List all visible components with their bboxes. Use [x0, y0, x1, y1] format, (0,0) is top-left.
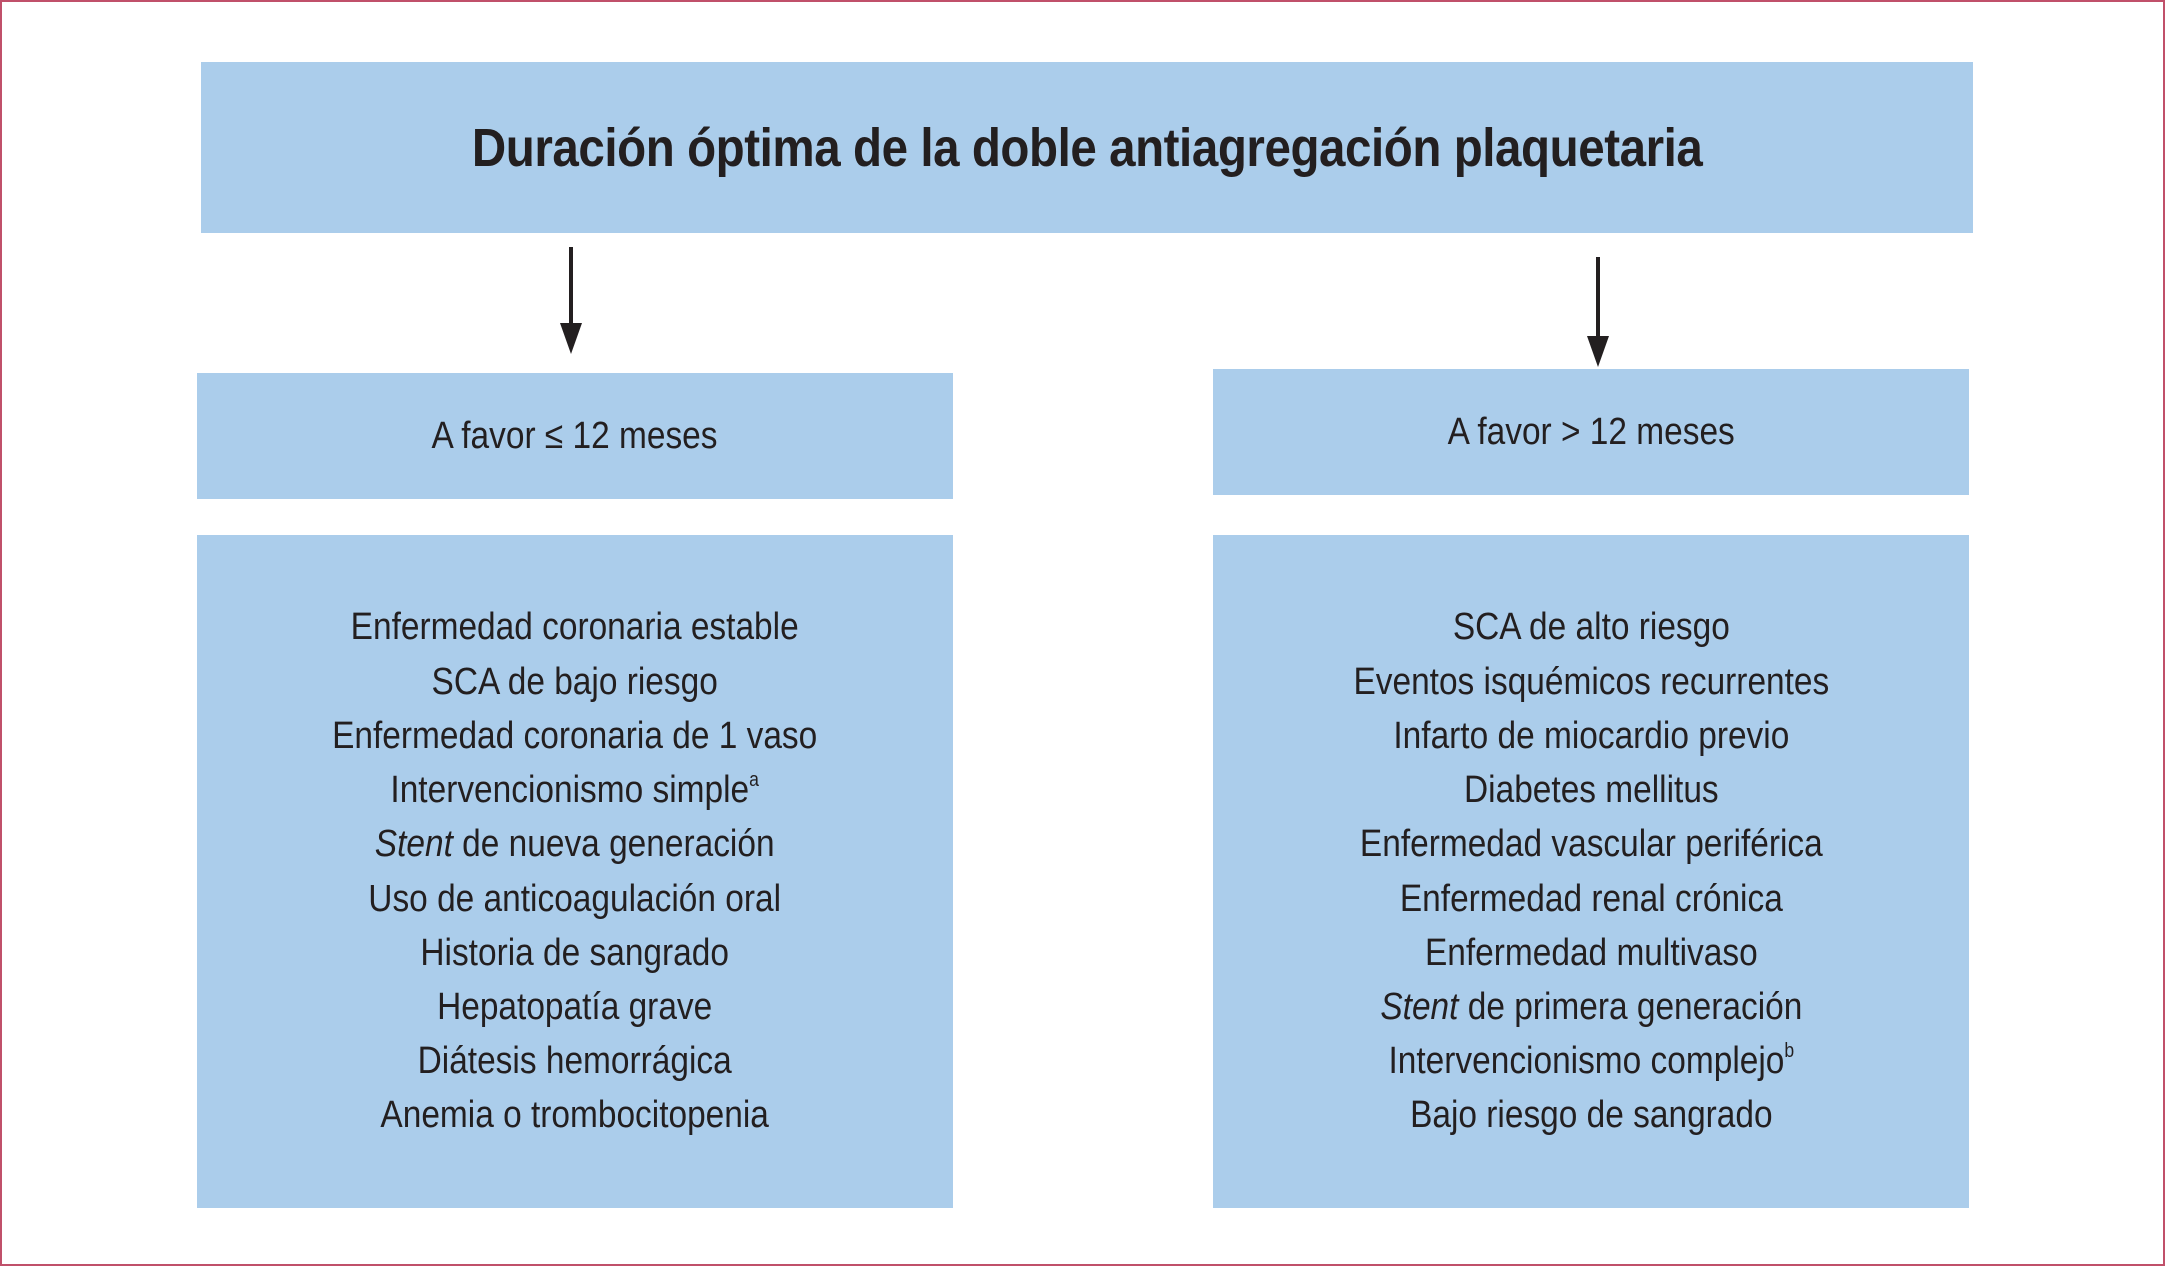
left-criteria-item: [332, 980, 817, 1034]
right-criteria-box: [1213, 535, 1969, 1208]
criteria-text: Bajo riesgo de sangrado: [1409, 1094, 1773, 1137]
left-criteria-item: [332, 763, 817, 817]
criteria-text: Infarto de miocardio previo: [1393, 714, 1789, 757]
criteria-text: Historia de sangrado: [420, 931, 730, 974]
criteria-text: Enfermedad coronaria de 1 vaso: [332, 714, 818, 757]
right-criteria-item: [1353, 1034, 1829, 1088]
footnote-marker: a: [749, 769, 760, 792]
criteria-text: Enfermedad renal crónica: [1399, 877, 1783, 920]
right-heading: A favor > 12 meses: [1447, 410, 1735, 453]
italic-term: Stent: [375, 823, 454, 866]
left-criteria-item: [332, 926, 817, 980]
left-criteria-item: [332, 600, 817, 654]
criteria-text: Diabetes mellitus: [1463, 769, 1719, 812]
criteria-text: Intervencionismo complejo: [1388, 1040, 1785, 1083]
left-criteria-item: [332, 817, 817, 871]
left-heading-box: [197, 373, 953, 499]
criteria-text: SCA de bajo riesgo: [431, 660, 719, 703]
criteria-text: Uso de anticoagulación oral: [368, 877, 782, 920]
criteria-text: Anemia o trombocitopenia: [380, 1094, 770, 1137]
arrow-down-left: [556, 247, 586, 354]
right-criteria-item: [1353, 980, 1829, 1034]
diagram-title: Duración óptima de la doble antiagregación plaquetaria: [471, 117, 1703, 178]
left-criteria-item: [332, 872, 817, 926]
criteria-text: Diátesis hemorrágica: [417, 1040, 733, 1083]
right-criteria-item: [1353, 763, 1829, 817]
criteria-text: Hepatopatía grave: [437, 985, 713, 1028]
left-criteria-item: [332, 1034, 817, 1088]
right-criteria-list: [1353, 600, 1829, 1142]
right-criteria-item: [1353, 872, 1829, 926]
criteria-text: de nueva generación: [453, 823, 775, 866]
title-box: [201, 62, 1973, 233]
footnote-marker: b: [1784, 1040, 1794, 1063]
right-criteria-item: [1353, 709, 1829, 763]
right-criteria-item: [1353, 817, 1829, 871]
criteria-text: de primera generación: [1458, 985, 1802, 1028]
criteria-text: Eventos isquémicos recurrentes: [1353, 660, 1829, 703]
right-criteria-item: [1353, 600, 1829, 654]
right-criteria-item: [1353, 926, 1829, 980]
italic-term: Stent: [1380, 985, 1459, 1028]
criteria-text: SCA de alto riesgo: [1452, 606, 1730, 649]
criteria-text: Enfermedad coronaria estable: [350, 606, 800, 649]
arrow-down-right: [1583, 257, 1613, 367]
right-criteria-item: [1353, 655, 1829, 709]
left-criteria-item: [332, 1088, 817, 1142]
criteria-text: Enfermedad vascular periférica: [1359, 823, 1823, 866]
left-criteria-list: [332, 600, 817, 1142]
right-heading-box: [1213, 369, 1969, 495]
left-criteria-item: [332, 655, 817, 709]
criteria-text: Intervencionismo simple: [390, 769, 750, 812]
left-heading: A favor ≤ 12 meses: [431, 414, 718, 457]
right-criteria-item: [1353, 1088, 1829, 1142]
left-criteria-item: [332, 709, 817, 763]
left-criteria-box: [197, 535, 953, 1208]
criteria-text: Enfermedad multivaso: [1424, 931, 1758, 974]
